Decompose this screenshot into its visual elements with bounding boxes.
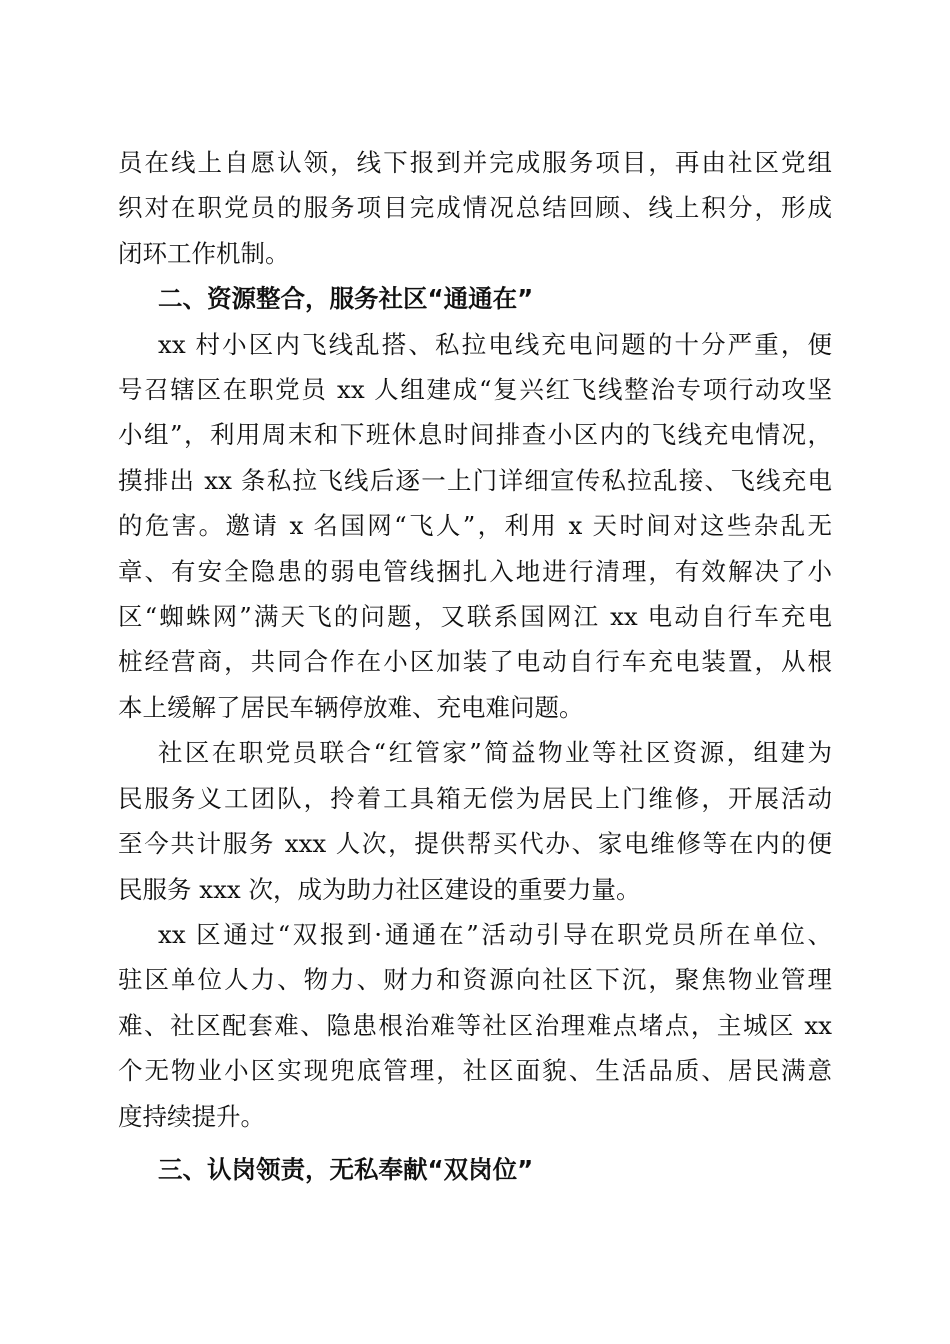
document-body [118,140,832,1192]
section-heading-2: 二、资源整合，服务社区“通通在” [158,284,534,314]
text-line: 驻区单位人力、物力、财力和资源向社区下沉，聚焦物业管理 [118,965,832,995]
text-line: 难、社区配套难、隐患根治难等社区治理难点堵点，主城区 xx [118,1010,832,1040]
text-line: 区“蜘蛛网”满天飞的问题，又联系国网江 xx 电动自行车充电 [118,602,832,632]
text-line: 闭环工作机制。 [118,238,290,268]
paragraph-district-summary [118,912,832,1139]
paragraph-intro [118,140,832,276]
text-line: 个无物业小区实现兜底管理，社区面貌、生活品质、居民满意 [118,1056,832,1086]
text-line: 民服务义工团队，拎着工具箱无偿为居民上门维修，开展活动 [118,783,832,813]
text-line: 民服务 xxx 次，成为助力社区建设的重要力量。 [118,874,641,904]
text-line: 小组”，利用周末和下班休息时间排查小区内的飞线充电情况， [118,420,832,450]
paragraph-volunteer-team [118,730,832,912]
section-heading-3: 三、认岗领责，无私奉献“双岗位” [158,1154,534,1184]
text-line: xx 区通过“双报到·通通在”活动引导在职党员所在单位、 [158,919,832,949]
text-line: 员在线上自愿认领，线下报到并完成服务项目，再由社区党组 [118,148,832,177]
text-line: xx 村小区内飞线乱搭、私拉电线充电问题的十分严重，便 [158,329,832,359]
text-line: 号召辖区在职党员 xx 人组建成“复兴红飞线整治专项行动攻坚 [118,375,832,405]
text-line: 的危害。邀请 x 名国网“飞人”，利用 x 天时间对这些杂乱无 [118,511,832,541]
text-line: 章、有安全隐患的弱电管线捆扎入地进行清理，有效解决了小 [118,556,832,586]
text-line: 至今共计服务 xxx 人次，提供帮买代办、家电维修等在内的便 [118,829,832,859]
text-line: 摸排出 xx 条私拉飞线后逐一上门详细宣传私拉乱接、飞线充电 [118,465,832,495]
text-line: 社区在职党员联合“红管家”简益物业等社区资源，组建为 [158,738,832,768]
paragraph-flying-wires [118,322,832,731]
text-line: 织对在职党员的服务项目完成情况总结回顾、线上积分，形成 [118,193,832,223]
text-line: 度持续提升。 [118,1101,265,1131]
text-line: 桩经营商，共同合作在小区加装了电动自行车充电装置，从根 [118,647,832,677]
text-line: 本上缓解了居民车辆停放难、充电难问题。 [118,692,584,722]
